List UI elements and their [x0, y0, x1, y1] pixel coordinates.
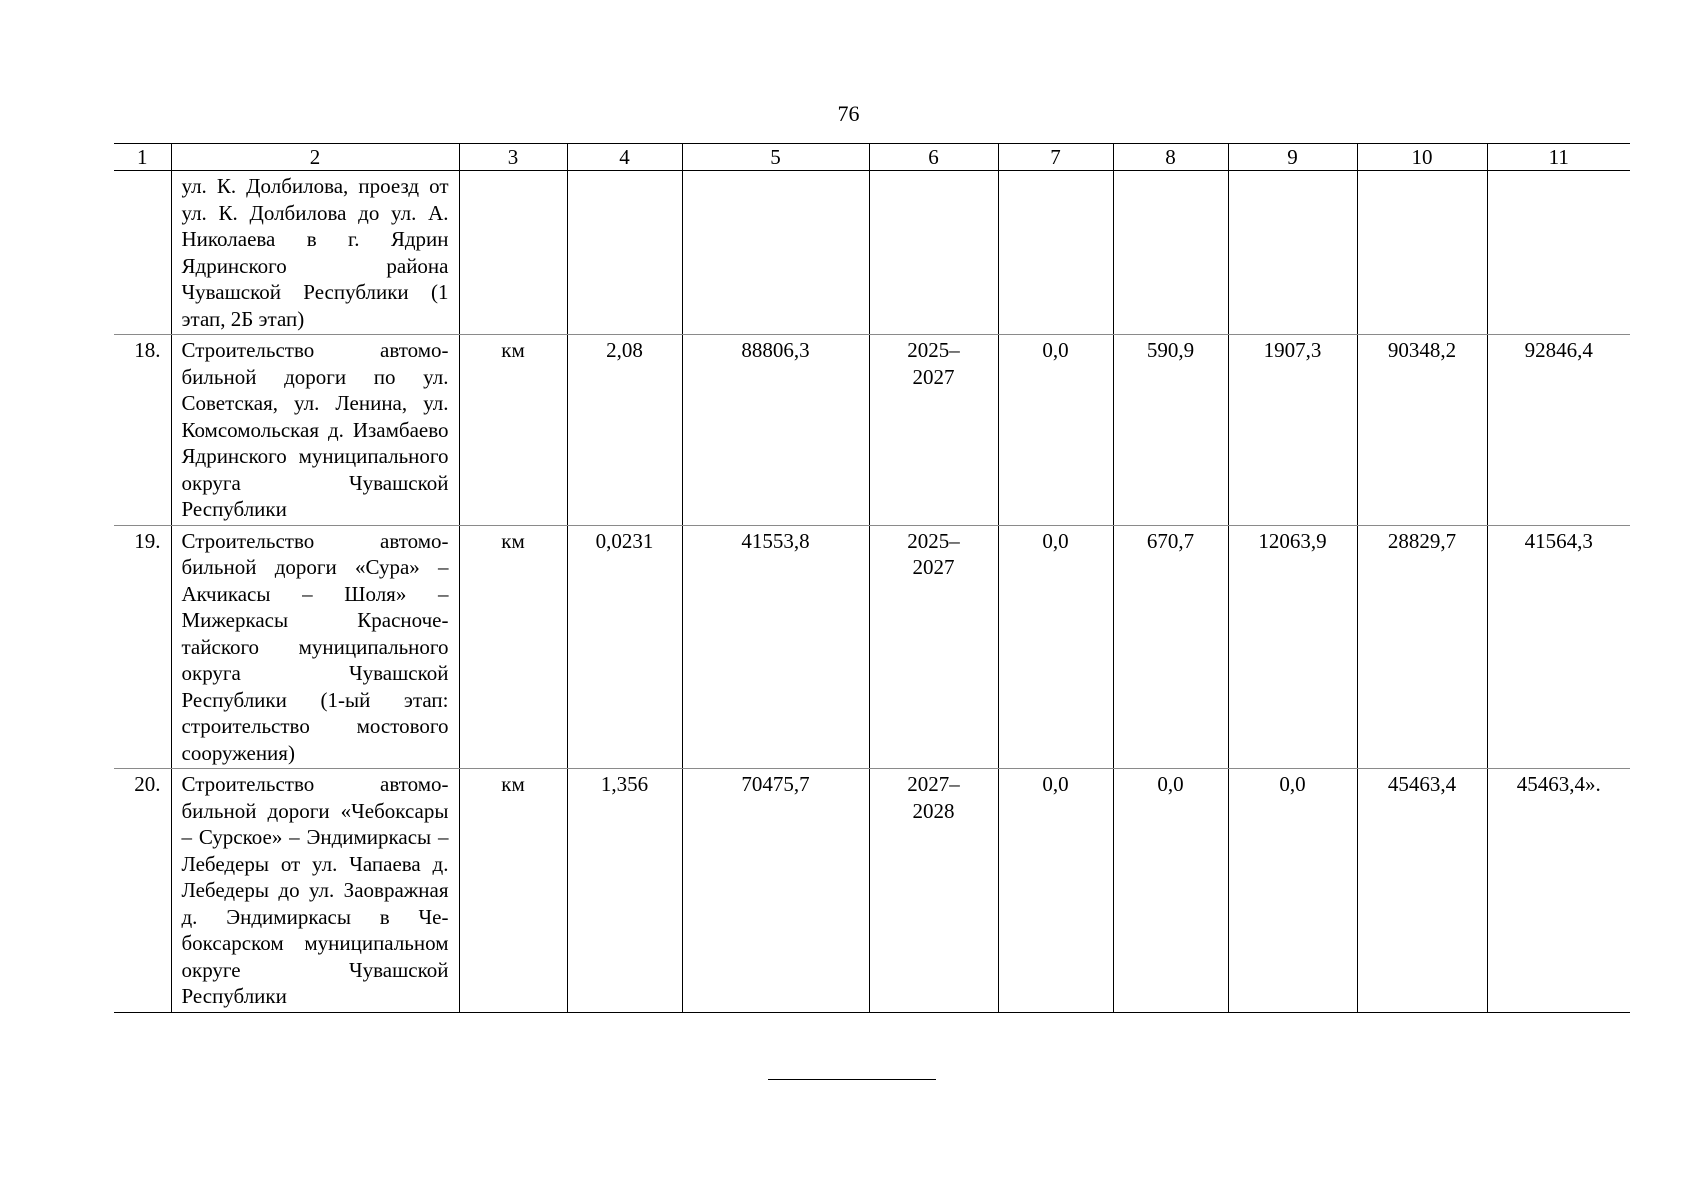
period-cell [869, 171, 998, 335]
value-cell [1113, 171, 1228, 335]
cost-cell: 70475,7 [682, 769, 869, 1013]
unit-cell: км [459, 525, 567, 769]
year-end: 2028 [912, 798, 955, 823]
value-cell: 41564,3 [1487, 525, 1630, 769]
cost-cell: 41553,8 [682, 525, 869, 769]
value-cell: 0,0 [1113, 769, 1228, 1013]
value-cell: 92846,4 [1487, 335, 1630, 526]
year-start: 2025– [907, 528, 960, 553]
data-table [114, 143, 1630, 1013]
year-end: 2027 [912, 555, 955, 579]
period-cell [869, 525, 998, 769]
table-row [114, 171, 1630, 335]
value-cell [1228, 171, 1357, 335]
column-header: 10 [1357, 144, 1487, 171]
column-header: 11 [1487, 144, 1630, 171]
value-cell: 28829,7 [1357, 525, 1487, 769]
column-header: 3 [459, 144, 567, 171]
cost-cell [682, 171, 869, 335]
value-cell: 0,0 [998, 335, 1113, 526]
row-number: 19. [114, 525, 171, 769]
column-header: 4 [567, 144, 682, 171]
value-cell: 12063,9 [1228, 525, 1357, 769]
value-cell: 590,9 [1113, 335, 1228, 526]
object-name: Строительство автомобильной дороги по ул. Советская, ул. Ленина, ул. Комсомольская д. Изамбаево Ядринского муниципального округа Чувашской Республики [171, 335, 459, 526]
page-number: 76 [837, 101, 860, 126]
value-cell [998, 171, 1113, 335]
capacity-cell: 0,0231 [567, 525, 682, 769]
row-number: 20. [114, 769, 171, 1013]
year-start: 2025– [907, 338, 960, 362]
cost-cell: 88806,3 [682, 335, 869, 526]
value-cell: 0,0 [998, 769, 1113, 1013]
capacity-cell: 2,08 [567, 335, 682, 526]
value-cell: 45463,4». [1487, 769, 1630, 1013]
footer-rule [768, 1079, 936, 1080]
value-cell [1487, 171, 1630, 335]
period-cell [869, 769, 998, 1013]
table-row [114, 335, 1630, 526]
row-number [114, 171, 171, 335]
year-start: 2027– [907, 772, 960, 796]
table-row [114, 525, 1630, 769]
column-header: 7 [998, 144, 1113, 171]
value-cell: 0,0 [998, 525, 1113, 769]
table-container [114, 143, 1630, 1013]
column-header: 9 [1228, 144, 1357, 171]
column-header: 2 [171, 144, 459, 171]
object-name: Строительство автомобильной дороги «Чебоксары – Сурское» – Эндимиркасы – Лебедеры от ул. Чапаева д. Лебедеры до ул. Заовражная д. Эндимиркасы в Чебоксарском муниципальном округе Чувашской Республики [171, 769, 459, 1013]
column-header: 1 [114, 144, 171, 171]
value-cell [1357, 171, 1487, 335]
period-cell [869, 335, 998, 526]
table-row [114, 769, 1630, 1013]
value-cell: 0,0 [1228, 769, 1357, 1013]
value-cell: 90348,2 [1357, 335, 1487, 526]
header-row [114, 144, 1630, 171]
value-cell: 670,7 [1113, 525, 1228, 769]
unit-cell: км [459, 335, 567, 526]
year-end: 2027 [912, 364, 955, 389]
column-header: 5 [682, 144, 869, 171]
column-header: 8 [1113, 144, 1228, 171]
value-cell: 1907,3 [1228, 335, 1357, 526]
row-number: 18. [114, 335, 171, 526]
capacity-cell: 1,356 [567, 769, 682, 1013]
value-cell: 45463,4 [1357, 769, 1487, 1013]
object-name: Строительство автомобильной дороги «Сура» – Акчикасы – Шоля» – Мижеркасы Красночетайского муниципального округа Чувашской Республики (1-ый этап: строительство мостового сооружения) [171, 525, 459, 769]
capacity-cell [567, 171, 682, 335]
column-header: 6 [869, 144, 998, 171]
object-name: ул. К. Долбилова, проезд от ул. К. Долбилова до ул. А. Николаева в г. Ядрин Ядринского района Чувашской Республики (1 этап, 2Б этап) [171, 171, 459, 335]
unit-cell [459, 171, 567, 335]
unit-cell: км [459, 769, 567, 1013]
